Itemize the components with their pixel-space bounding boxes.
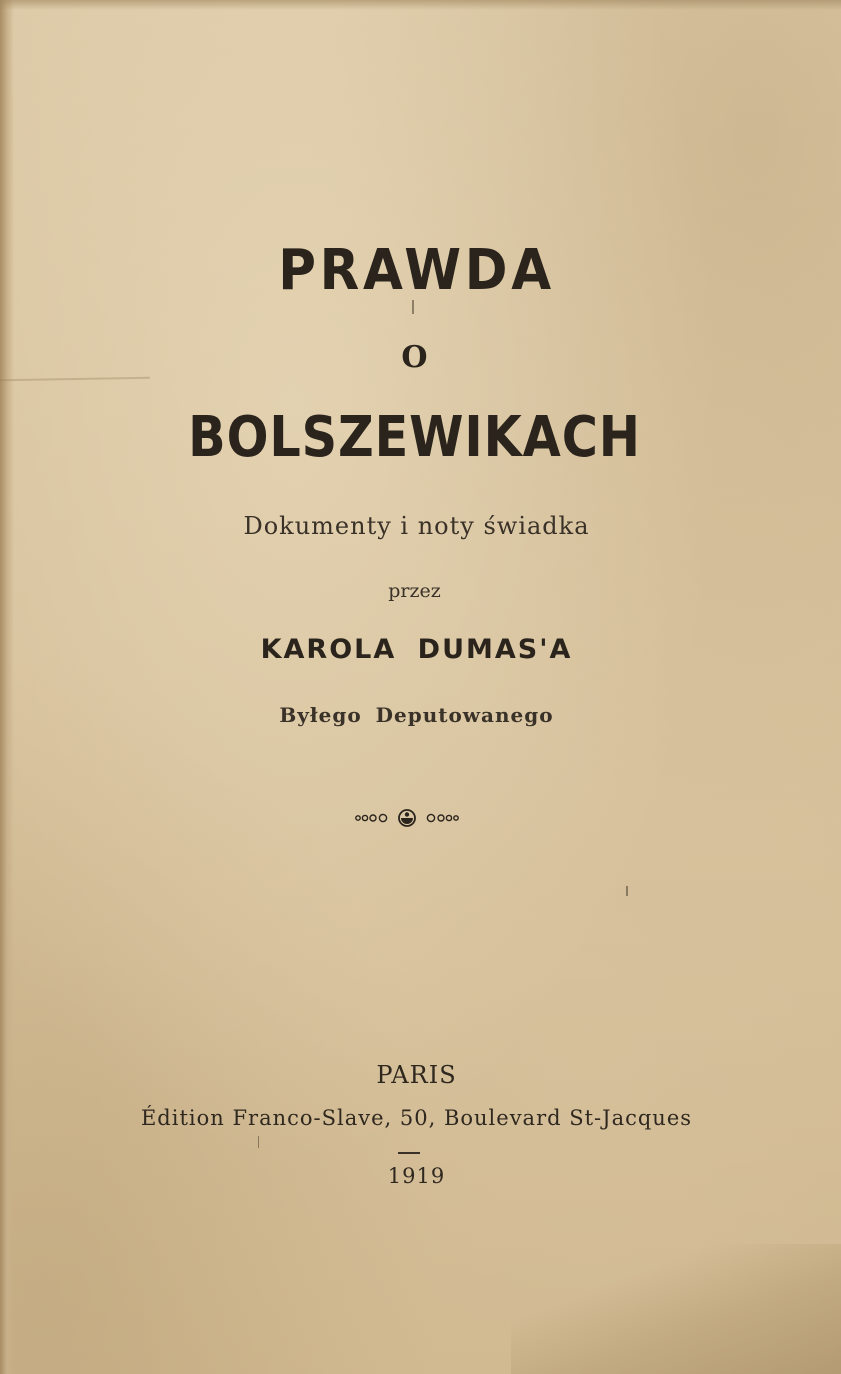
title-line-2: BOLSZEWIKACH bbox=[188, 405, 641, 470]
page-corner-stain bbox=[511, 1244, 841, 1374]
ink-speck bbox=[626, 886, 628, 896]
title-line-1: PRAWDA bbox=[278, 238, 555, 303]
subtitle: Dokumenty i noty świadka bbox=[243, 512, 590, 540]
author-title: Byłego Deputowanego bbox=[279, 703, 554, 727]
by-word: przez bbox=[388, 580, 441, 602]
page-top-shadow bbox=[0, 0, 841, 10]
ink-speck bbox=[258, 1136, 259, 1148]
author-name: KAROLA DUMAS'A bbox=[260, 634, 573, 665]
imprint-dash bbox=[398, 1152, 420, 1154]
imprint-year: 1919 bbox=[387, 1164, 446, 1188]
ornament-divider-icon bbox=[352, 808, 462, 828]
imprint-city: PARIS bbox=[376, 1061, 457, 1089]
paper-crease bbox=[0, 377, 150, 382]
imprint-publisher: Édition Franco-Slave, 50, Boulevard St-Jacques bbox=[140, 1106, 693, 1130]
title-connector: O bbox=[401, 340, 428, 375]
